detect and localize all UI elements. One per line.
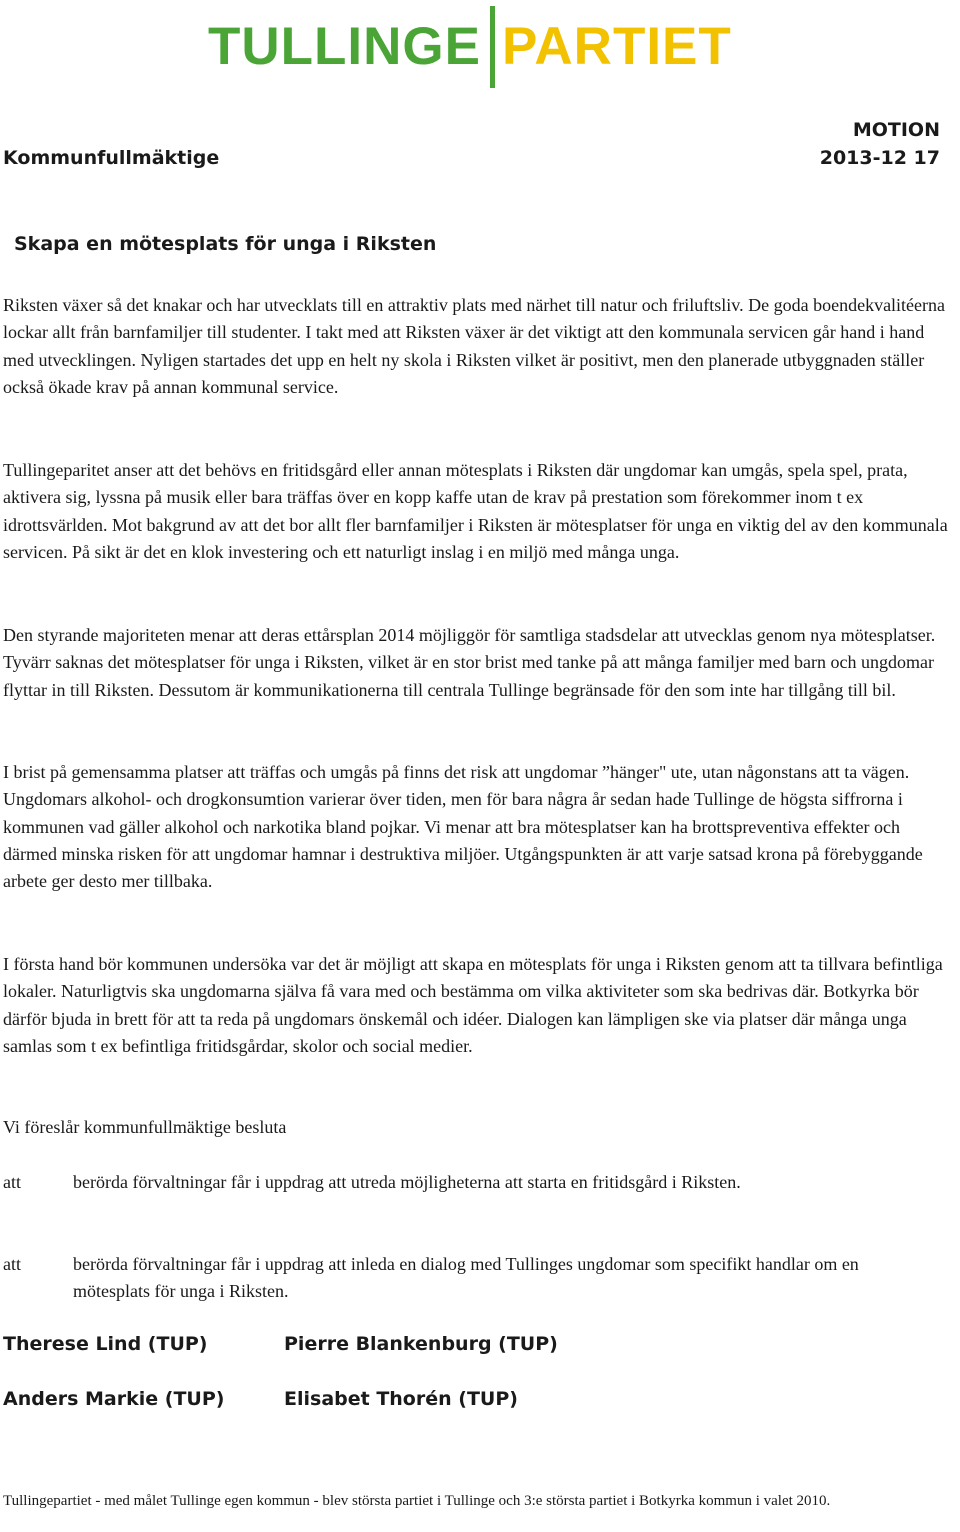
proposal-lead: Vi föreslår kommunfullmäktige besluta bbox=[3, 1117, 287, 1137]
paragraph-4: I brist på gemensamma platser att träffas och umgås på finns det risk att ungdomar ”hänger" ute, utan någonstans att ta vägen. Ungdomars alkohol- och drogkonsumtion varierar över tiden, men för bara några år sedan hade Tullinge de högsta siffrorna i kommunen vad gäller alkohol och narkotika bland pojkar. Vi menar att bra mötesplatser kan ha brottspreventiva effekter och därmed minska risken för att ungdomar hamnar i destruktiva miljöer. Utgångspunkten är att varje satsad krona på förebyggande arbete ger desto mer tillbaka. bbox=[3, 762, 923, 892]
party-logo bbox=[208, 4, 778, 90]
document-date: 2013-12 17 bbox=[819, 147, 940, 169]
proposal-item-text: berörda förvaltningar får i uppdrag att inleda en dialog med Tullinges ungdomar som specifikt handlar om en mötesplats för unga i Riksten. bbox=[73, 1254, 859, 1302]
page-title: Skapa en mötesplats för unga i Riksten bbox=[14, 233, 437, 255]
signature-anders-markie: Anders Markie (TUP) bbox=[3, 1388, 225, 1410]
document-type: MOTION bbox=[852, 119, 940, 141]
paragraph-5: I första hand bör kommunen undersöka var det är möjligt att skapa en mötesplats för unga i Riksten genom att ta tillvara befintliga lokaler. Naturligtvis ska ungdomarna själva få vara med och bestämma om vilka aktiviteter som ska bedrivas där. Botkyrka bör därför bjuda in brett för att ta reda på ungdomars önskemål och idéer. Dialogen kan lämpligen ske via platser där många unga samlas som t ex befintliga fritidsgårdar, skolor och social medier. bbox=[3, 954, 943, 1056]
paragraph-3: Den styrande majoriteten menar att deras ettårsplan 2014 möjliggör för samtliga stadsdelar att utvecklas genom nya mötesplatser. Tyvärr saknas det mötesplatser för unga i Riksten, vilket är en stor brist med tanke på att många familjer med barn och ungdomar flyttar in till Riksten. Dessutom är kommunikationerna till centrala Tullinge begränsade för den som inte har tillgång till bil. bbox=[3, 625, 936, 700]
signature-pierre-blankenburg: Pierre Blankenburg (TUP) bbox=[284, 1333, 558, 1355]
footer-note: Tullingepartiet - med målet Tullinge egen kommun - blev största partiet i Tullinge och 3:e största partiet i Botkyrka kommun i valet 2010. bbox=[3, 1493, 831, 1509]
logo-word-tullinge: TULLINGE bbox=[208, 17, 481, 76]
signature-elisabet-thoren: Elisabet Thorén (TUP) bbox=[284, 1388, 518, 1410]
proposal-item-text: berörda förvaltningar får i uppdrag att utreda möjligheterna att starta en fritidsgård i Riksten. bbox=[73, 1172, 741, 1192]
paragraph-1: Riksten växer så det knakar och har utvecklats till en attraktiv plats med närhet till natur och friluftsliv. De goda boendekvalitéerna lockar allt från barnfamiljer till studenter. I takt med att Riksten växer är det viktigt att den kommunala servicen går hand i hand med utvecklingen. Nyligen startades det upp en helt ny skola i Riksten vilket är positivt, men den planerade utbyggnaden ställer också ökade krav på annan kommunal service. bbox=[3, 295, 946, 397]
logo-divider bbox=[490, 6, 495, 88]
signature-therese-lind: Therese Lind (TUP) bbox=[3, 1333, 208, 1355]
logo-word-partiet: PARTIET bbox=[501, 17, 732, 76]
recipient: Kommunfullmäktige bbox=[3, 147, 220, 169]
paragraph-2: Tullingeparitet anser att det behövs en fritidsgård eller annan mötesplats i Riksten där ungdomar kan umgås, spela spel, prata, aktivera sig, lyssna på musik eller bara träffas över en kopp kaffe utan de krav på prestation som förekommer inom t ex idrottsvärlden. Mot bakgrund av att det bor allt fler barnfamiljer i Riksten är mötesplatser för unga en viktig del av den kommunala servicen. På sikt är det en klok investering och ett naturligt inslag i en miljö med många unga. bbox=[3, 460, 948, 562]
proposal-item-label: att bbox=[3, 1172, 21, 1192]
proposal-item-label: att bbox=[3, 1254, 21, 1274]
